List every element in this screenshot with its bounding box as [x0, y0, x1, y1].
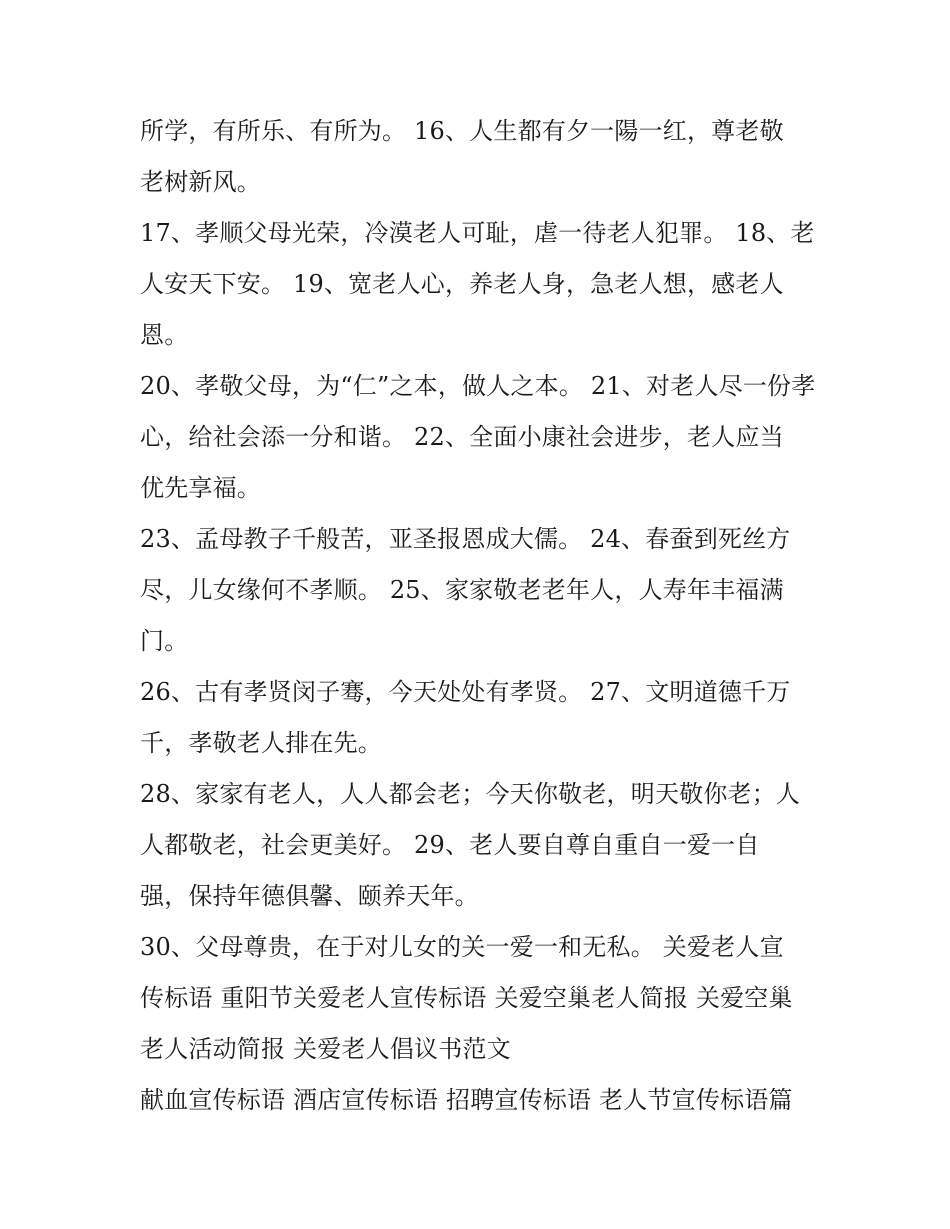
text-line: 千，孝敬老人排在先。 [140, 729, 382, 757]
text-line: 门。 [140, 627, 189, 655]
text-line: 30、父母尊贵，在于对儿女的关一爱一和无私。 关爱老人宣 [140, 933, 784, 961]
text-line: 老人活动简报 关爱老人倡议书范文 [140, 1035, 511, 1063]
body-text [140, 106, 820, 1126]
text-line: 人安天下安。 19、宽老人心，养老人身，急老人想，感老人 [140, 270, 784, 298]
text-line: 心，给社会添一分和谐。 22、全面小康社会进步，老人应当 [140, 423, 784, 451]
text-line: 20、孝敬父母，为“仁”之本，做人之本。 21、对老人尽一份孝 [140, 372, 816, 400]
text-line: 优先享福。 [140, 474, 261, 502]
text-line: 人都敬老，社会更美好。 29、老人要自尊自重自一爱一自 [140, 831, 760, 859]
text-line: 所学，有所乐、有所为。 16、人生都有夕一陽一红，尊老敬 [140, 117, 784, 145]
text-line: 传标语 重阳节关爱老人宣传标语 关爱空巢老人简报 关爱空巢 [140, 984, 793, 1012]
text-line: 28、家家有老人，人人都会老；今天你敬老，明天敬你老；人 [140, 780, 801, 808]
text-line: 26、古有孝贤闵子骞，今天处处有孝贤。 27、文明道德千万 [140, 678, 791, 706]
text-line: 老树新风。 [140, 168, 261, 196]
text-line: 23、孟母教子千般苦，亚圣报恩成大儒。 24、春蚕到死丝方 [140, 525, 791, 553]
text-line: 尽，儿女缘何不孝顺。 25、家家敬老老年人，人寿年丰福满 [140, 576, 784, 604]
text-line: 强，保持年德俱馨、颐养天年。 [140, 882, 479, 910]
text-line: 恩。 [140, 321, 189, 349]
text-line: 17、孝顺父母光荣，冷漠老人可耻，虐一待老人犯罪。 18、老 [140, 219, 815, 247]
text-line: 献血宣传标语 酒店宣传标语 招聘宣传标语 老人节宣传标语篇 [140, 1086, 793, 1114]
